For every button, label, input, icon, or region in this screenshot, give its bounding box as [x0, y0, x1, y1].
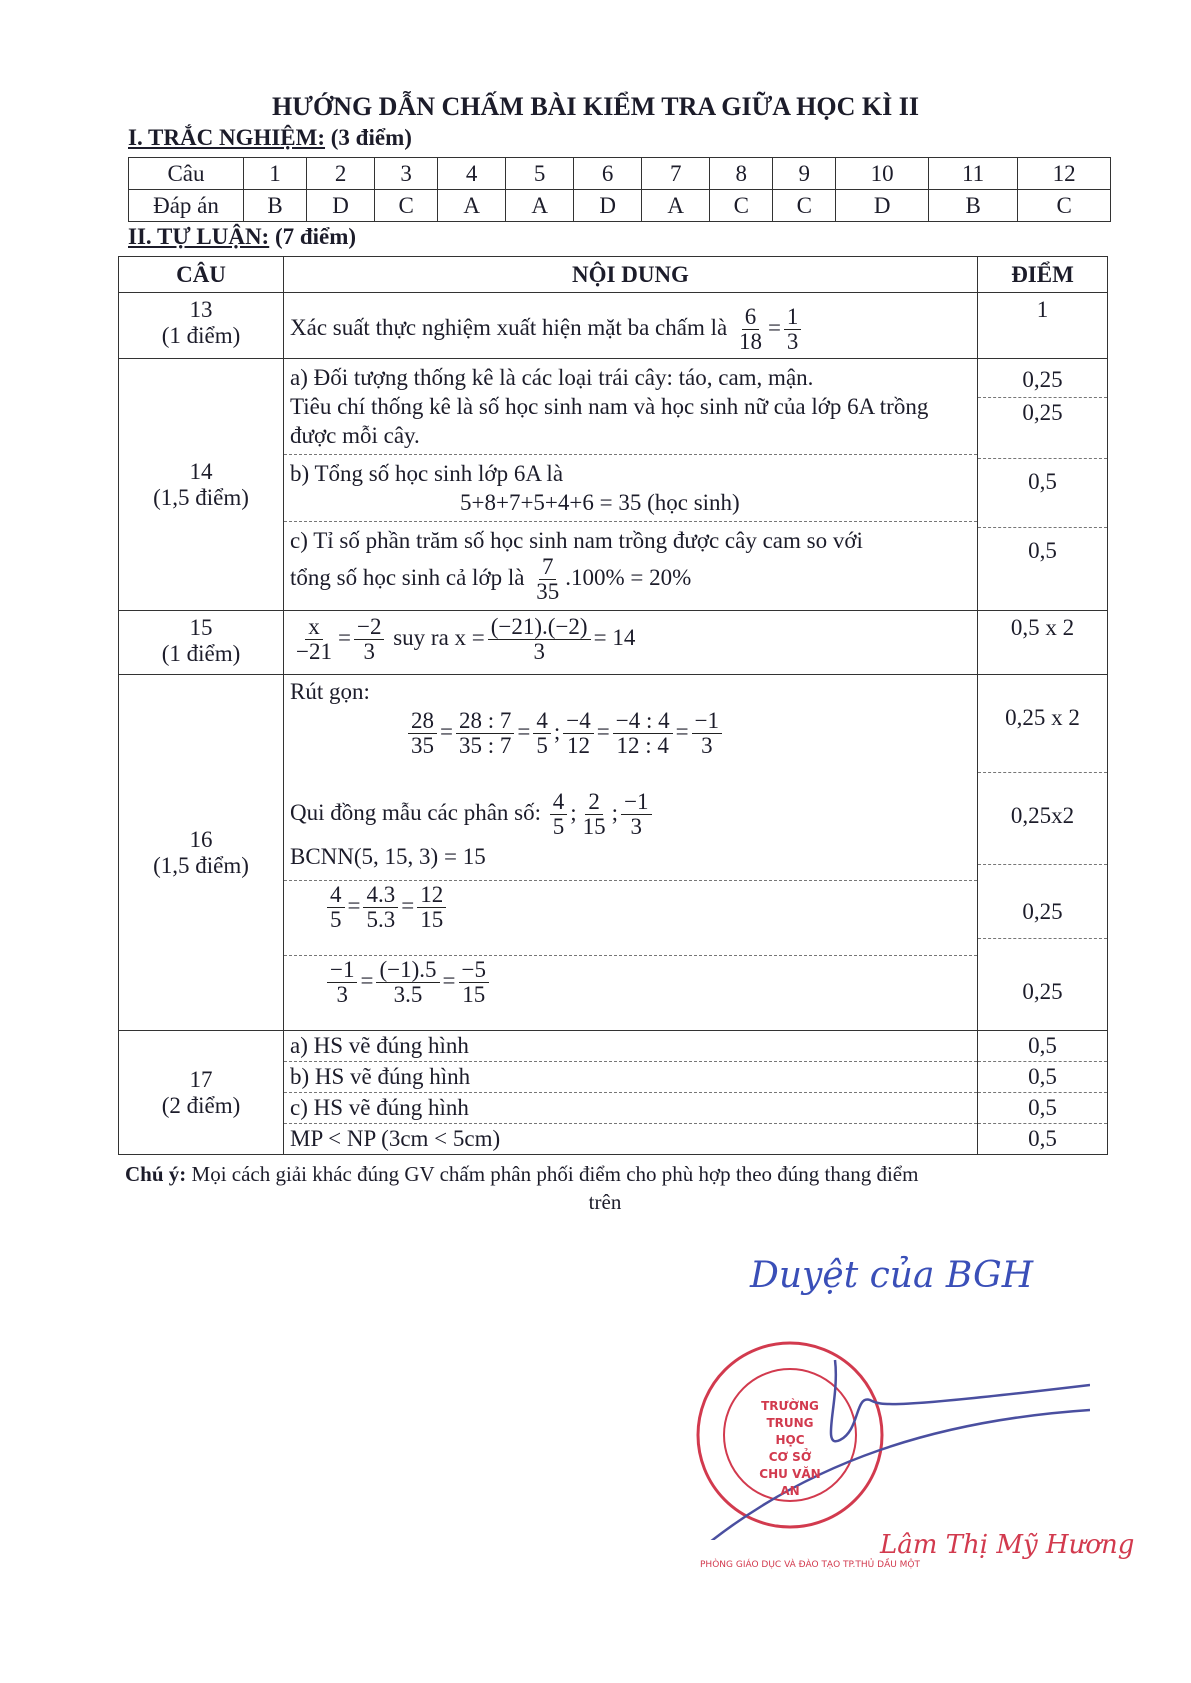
q16-score-2: 0,25x2	[978, 772, 1107, 864]
q16-qd-text: Qui đồng mẫu các phân số:	[290, 800, 542, 826]
fraction	[550, 790, 568, 839]
question-13-label	[119, 293, 284, 359]
question-14-scores	[978, 359, 1108, 611]
answer-key-question-row	[129, 158, 1111, 190]
numerator: −4 : 4	[613, 709, 673, 734]
question-16-content	[284, 675, 978, 1031]
answer-cell: A	[506, 190, 574, 222]
question-16-row	[119, 675, 1108, 1031]
stamp-ring-text: PHÒNG GIÁO DỤC VÀ ĐÀO TẠO TP.THỦ DẦU MỘT	[700, 1560, 921, 1570]
q14-c-score: 0,5	[978, 527, 1107, 610]
q16-equiv-2: $\frac{-1}{3}$ = $\frac{(-1).5}{3.5}$ = $\frac{-5}{15}$	[284, 955, 977, 1030]
q13-text: Xác suất thực nghiệm xuất hiện mặt ba chấm là	[290, 314, 728, 340]
fraction	[488, 615, 591, 664]
question-points: (1,5 điểm)	[153, 852, 249, 878]
denominator: 3	[630, 814, 643, 840]
question-number: 5	[506, 158, 574, 190]
question-header: Câu	[129, 158, 244, 190]
fraction	[417, 883, 446, 932]
q15-text: suy ra	[393, 625, 449, 651]
denominator: 18	[738, 329, 762, 355]
stamp-line: CƠ SỞ	[768, 1450, 812, 1464]
q17-score: 0,5	[978, 1061, 1107, 1092]
q14-part-b	[284, 454, 977, 521]
q17-score: 0,5	[978, 1092, 1107, 1123]
numerator: −1	[692, 709, 722, 734]
question-number: 12	[1018, 158, 1111, 190]
answer-cell: B	[244, 190, 307, 222]
grading-table	[118, 256, 1108, 1155]
section-essay	[128, 224, 356, 250]
q17-c: c) HS vẽ đúng hình	[284, 1092, 977, 1123]
numerator: (−1).5	[376, 958, 439, 983]
question-16-scores	[978, 675, 1108, 1031]
note-text: Mọi cách giải khác đúng GV chấm phân phối điểm cho phù hợp theo đúng thang điểm	[191, 1162, 919, 1186]
denominator: 3	[786, 329, 799, 355]
note-text-end: trên	[588, 1190, 622, 1214]
denominator: 35 : 7	[458, 733, 512, 759]
answer-cell: D	[574, 190, 642, 222]
q16-score-3: 0,25	[978, 864, 1107, 938]
denominator: 3	[533, 639, 545, 665]
stamp-line: CHU VĂN AN	[759, 1467, 821, 1498]
q15-score: 0,5 x 2	[978, 611, 1108, 675]
question-number: 17	[189, 1066, 213, 1092]
question-number: 15	[189, 615, 213, 641]
q16-common-denominator	[284, 780, 977, 880]
denominator: 5	[536, 733, 548, 759]
fraction	[613, 709, 673, 758]
fraction	[408, 709, 437, 758]
q17-score: 0,5	[978, 1123, 1107, 1154]
answer-cell: C	[375, 190, 438, 222]
col-question-header: CÂU	[119, 257, 284, 293]
page-title: HƯỚNG DẪN CHẤM BÀI KIỂM TRA GIỮA HỌC KÌ II	[272, 92, 919, 121]
question-points: (1 điểm)	[161, 323, 241, 348]
q14-b-score: 0,5	[978, 458, 1107, 527]
numerator: −1	[621, 790, 651, 815]
denominator: 3	[701, 733, 713, 759]
question-number: 3	[375, 158, 438, 190]
stamp-text	[750, 1398, 830, 1500]
question-number: 10	[836, 158, 929, 190]
fraction	[456, 709, 514, 758]
fraction	[621, 790, 651, 839]
q14-c-line2	[290, 555, 971, 604]
question-number: 11	[928, 158, 1017, 190]
numerator: 28 : 7	[456, 709, 514, 734]
q16-simplify	[284, 675, 977, 780]
q16-score-4: 0,25	[978, 938, 1107, 1012]
question-points: (1 điểm)	[161, 641, 241, 667]
stamp-line: TRƯỜNG	[761, 1399, 819, 1413]
fraction	[784, 305, 802, 354]
question-17-label	[119, 1031, 284, 1155]
question-number: 8	[710, 158, 773, 190]
fraction	[580, 790, 609, 839]
numerator: 2	[585, 790, 603, 815]
section-multiple-choice-points: (3 điểm)	[330, 125, 412, 150]
denominator: 12	[566, 733, 590, 759]
stamp-line: TRUNG HỌC	[766, 1416, 814, 1447]
grading-header-row	[119, 257, 1108, 293]
denominator: −21	[296, 639, 332, 665]
denominator: 3	[363, 639, 375, 665]
question-17-scores	[978, 1031, 1108, 1155]
note-label: Chú ý:	[125, 1162, 187, 1186]
numerator: 4	[327, 883, 345, 908]
fraction	[533, 555, 562, 604]
numerator: 28	[408, 709, 437, 734]
question-number: 1	[244, 158, 307, 190]
fraction	[363, 883, 398, 932]
fraction	[533, 709, 551, 758]
signer-name: Lâm Thị Mỹ Hương	[880, 1530, 1135, 1560]
question-14-label	[119, 359, 284, 611]
q16-simplify-expr: $\frac{28}{35}$ = $\frac{28 : 7}{35 : 7}$ = $\frac{4}{5}$ ; $\frac{-4}{12}$ = $\frac{-4 : 4}{12 : 4}$ = $\frac{-1}{3}$	[290, 709, 971, 758]
question-14-content	[284, 359, 978, 611]
question-number: 13	[189, 297, 213, 322]
col-score-header: ĐIỂM	[978, 257, 1108, 293]
numerator: 7	[539, 555, 557, 580]
denominator: 15	[582, 814, 606, 840]
q14-b-line1: b) Tổng số học sinh lớp 6A là	[290, 461, 564, 487]
section-multiple-choice	[128, 125, 412, 151]
q14-c-result: .100% = 20%	[565, 565, 692, 591]
q17-a: a) HS vẽ đúng hình	[290, 1033, 469, 1059]
denominator: 3	[336, 982, 348, 1008]
q15-result: = 14	[593, 625, 636, 651]
question-number: 14	[189, 458, 213, 484]
q16-score-1: 0,25 x 2	[1005, 705, 1080, 731]
q17-d: MP < NP (3cm < 5cm)	[284, 1123, 977, 1154]
question-17-content	[284, 1031, 978, 1155]
question-number: 2	[307, 158, 375, 190]
fraction	[692, 709, 722, 758]
fraction	[376, 958, 439, 1007]
numerator: −5	[459, 958, 489, 983]
question-13-row	[119, 293, 1108, 359]
answer-cell: C	[773, 190, 836, 222]
question-15-label	[119, 611, 284, 675]
q15-x: x =	[454, 625, 485, 651]
numerator: 4	[533, 709, 551, 734]
question-15-row	[119, 611, 1108, 675]
q14-a-score: 0,25	[978, 397, 1107, 458]
fraction	[327, 958, 357, 1007]
q14-c-line1: c) Tỉ số phần trăm số học sinh nam trồng được cây cam so với	[290, 528, 863, 554]
answer-cell: C	[1018, 190, 1111, 222]
q14-a-line1: a) Đối tượng thống kê là các loại trái cây: táo, cam, mận.	[290, 365, 814, 391]
question-number: 4	[438, 158, 506, 190]
numerator: 4	[550, 790, 568, 815]
denominator: 35	[536, 579, 560, 605]
question-15-content: $\frac{x}{-21}$ = $\frac{-2}{3}$ suy ra x = $\frac{(-21).(-2)}{3}$ = 14	[284, 611, 978, 675]
question-16-label	[119, 675, 284, 1031]
denominator: 5.3	[366, 907, 396, 933]
question-13-content: Xác suất thực nghiệm xuất hiện mặt ba chấm là $\frac{6}{18}$ = $\frac{1}{3}$	[284, 293, 978, 359]
numerator: −2	[354, 615, 384, 640]
q16-qd-line: Qui đồng mẫu các phân số: $\frac{4}{5}$ ; $\frac{2}{15}$ ; $\frac{-1}{3}$	[290, 790, 971, 839]
answer-cell: C	[710, 190, 773, 222]
q14-a-score: 0,25	[1022, 367, 1063, 393]
answer-cell: D	[307, 190, 375, 222]
denominator: 5	[552, 814, 565, 840]
grading-note	[125, 1160, 1085, 1216]
denominator: 35	[411, 733, 434, 759]
fraction	[459, 958, 489, 1007]
q14-b-line2: 5+8+7+5+4+6 = 35 (học sinh)	[460, 490, 740, 516]
question-14-row	[119, 359, 1108, 611]
question-number: 9	[773, 158, 836, 190]
numerator: 12	[417, 883, 446, 908]
q16-lcm: BCNN(5, 15, 3) = 15	[290, 843, 486, 869]
fraction	[563, 709, 593, 758]
q14-part-c	[284, 521, 977, 608]
numerator: (−21).(−2)	[488, 615, 591, 640]
fraction	[736, 305, 765, 354]
fraction	[354, 615, 384, 664]
col-content-header: NỘI DUNG	[284, 257, 978, 293]
answer-cell: A	[438, 190, 506, 222]
fraction	[293, 615, 335, 664]
question-points: (2 điểm)	[161, 1092, 241, 1118]
answer-cell: B	[928, 190, 1017, 222]
q14-part-a	[284, 359, 977, 454]
section-essay-points: (7 điểm)	[274, 224, 357, 249]
approval-text: Duyệt của BGH	[750, 1255, 1034, 1296]
denominator: 12 : 4	[616, 733, 669, 759]
question-points: (1,5 điểm)	[153, 484, 249, 510]
answer-cell: D	[836, 190, 929, 222]
denominator: 15	[420, 907, 444, 933]
question-number: 6	[574, 158, 642, 190]
q14-c-text: tổng số học sinh cả lớp là	[290, 565, 525, 591]
numerator: 6	[742, 305, 760, 330]
question-number: 16	[189, 826, 213, 852]
q16-equiv-1: $\frac{4}{5}$ = $\frac{4.3}{5.3}$ = $\frac{12}{15}$	[284, 880, 977, 955]
denominator: 3.5	[393, 982, 423, 1008]
q13-score: 1	[978, 293, 1108, 359]
denominator: 5	[330, 907, 342, 933]
fraction	[327, 883, 345, 932]
question-number: 7	[642, 158, 710, 190]
numerator: 1	[784, 305, 802, 330]
signature-stroke	[831, 1360, 1090, 1441]
denominator: 15	[462, 982, 486, 1008]
answer-header: Đáp án	[129, 190, 244, 222]
answer-key-table	[128, 157, 1111, 222]
q16-simplify-label: Rút gọn:	[290, 679, 370, 705]
q17-score: 0,5	[1028, 1033, 1057, 1059]
numerator: 4.3	[363, 883, 398, 908]
question-17-row	[119, 1031, 1108, 1155]
numerator: x	[305, 615, 323, 640]
answer-key-answer-row	[129, 190, 1111, 222]
answer-cell: A	[642, 190, 710, 222]
section-multiple-choice-label: I. TRẮC NGHIỆM:	[128, 125, 326, 150]
numerator: −1	[327, 958, 357, 983]
numerator: −4	[563, 709, 593, 734]
q17-b: b) HS vẽ đúng hình	[284, 1061, 977, 1092]
q14-a-line2: Tiêu chí thống kê là số học sinh nam và học sinh nữ của lớp 6A trồng được mỗi cây.	[290, 394, 929, 449]
section-essay-label: II. TỰ LUẬN:	[128, 224, 270, 249]
